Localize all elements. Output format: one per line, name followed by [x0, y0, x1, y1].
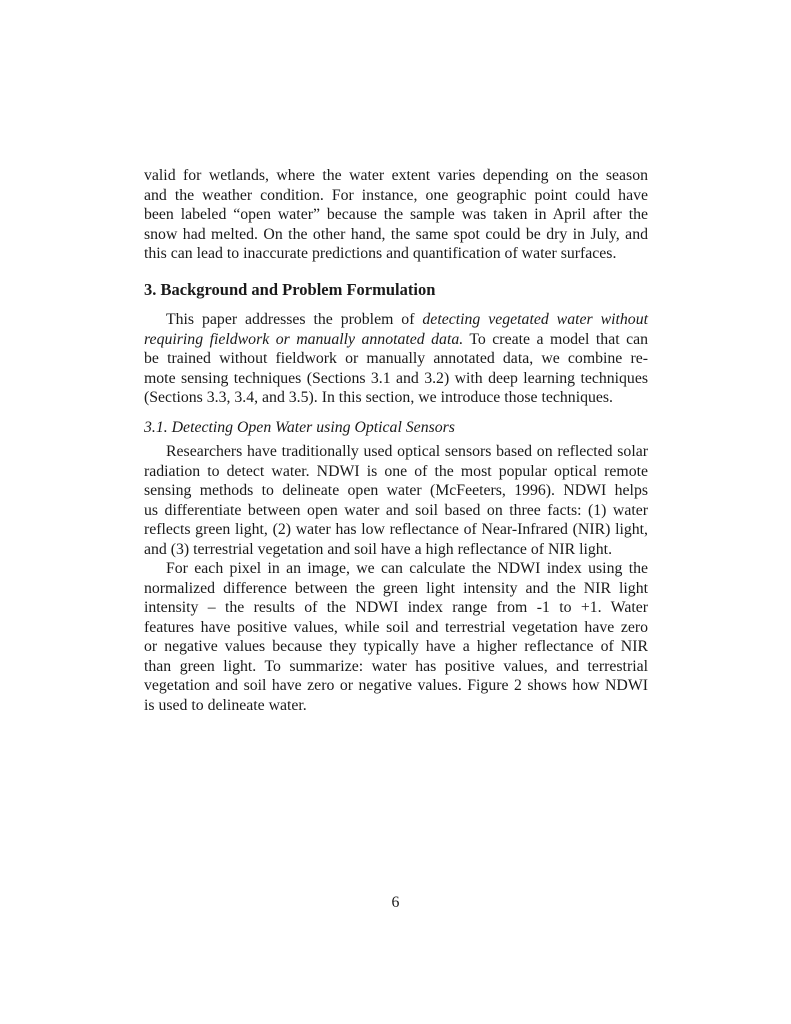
text-line: [144, 579, 648, 599]
paragraph-optical-sensors: [144, 442, 648, 559]
text-run: Researchers have traditionally used optical sensors based on reflected solar: [166, 443, 648, 460]
text-run: mote sensing techniques (Sections 3.1 and 3.2) with deep learning techniques: [144, 369, 648, 387]
text-line: [144, 657, 648, 677]
text-run: sensing methods to delineate open water (McFeeters, 1996). NDWI helps: [144, 482, 648, 499]
text-line: [144, 676, 648, 696]
emphasized-text: requiring fieldwork or manually annotated data.: [144, 330, 464, 348]
section-heading: 3. Background and Problem Formulation: [144, 280, 436, 299]
page-number: 6: [391, 894, 400, 911]
text-line: [144, 205, 648, 225]
text-run: reflects green light, (2) water has low reflectance of Near-Infrared (NIR) light,: [144, 521, 648, 538]
text-line: [144, 442, 648, 462]
text-line: [144, 618, 648, 638]
text-run: been labeled “open water” because the sample was taken in April after the: [144, 206, 648, 223]
text-line: [144, 637, 648, 657]
paragraph-wetlands: [144, 166, 648, 264]
text-run: this can lead to inaccurate predictions and quantification of water surfaces.: [144, 245, 617, 262]
text-line: [144, 559, 648, 579]
subsection-heading: 3.1. Detecting Open Water using Optical Sensors: [144, 419, 455, 436]
paragraph-ndwi: [144, 559, 648, 715]
text-run: is used to delineate water.: [144, 696, 307, 714]
text-run: than green light. To summarize: water has positive values, and terrestrial: [144, 657, 648, 675]
text-line: [144, 225, 648, 245]
text-run: snow had melted. On the other hand, the same spot could be dry in July, and: [144, 225, 648, 243]
text-line: [144, 462, 648, 482]
text-line: [144, 310, 648, 330]
text-run: or negative values because they typically have a higher reflectance of NIR: [144, 638, 648, 655]
text-line: [144, 598, 648, 618]
text-line: [144, 520, 648, 540]
text-line: [144, 481, 648, 501]
text-run: and the weather condition. For instance, one geographic point could have: [144, 186, 648, 204]
text-run: be trained without fieldwork or manually annotated data, we combine re-: [144, 350, 648, 367]
text-run: us differentiate between open water and soil based on three facts: (1) water: [144, 501, 648, 519]
paragraph-intro: [144, 310, 648, 408]
text-line: [144, 244, 648, 264]
text-run: For each pixel in an image, we can calculate the NDWI index using the: [166, 560, 648, 577]
text-line: [144, 349, 648, 369]
text-line: [144, 696, 648, 716]
text-line: [144, 540, 648, 560]
text-run: (Sections 3.3, 3.4, and 3.5). In this section, we introduce those techniques.: [144, 389, 613, 406]
text-run: radiation to detect water. NDWI is one of the most popular optical remote: [144, 462, 648, 480]
text-run: normalized difference between the green light intensity and the NIR light: [144, 579, 648, 597]
text-run: and (3) terrestrial vegetation and soil have a high reflectance of NIR light.: [144, 540, 613, 558]
text-line: [144, 186, 648, 206]
text-run: This paper addresses the problem of: [166, 311, 423, 328]
text-line: [144, 388, 648, 408]
text-run: To create a model that can: [463, 330, 648, 348]
text-line: [144, 369, 648, 389]
text-line: [144, 501, 648, 521]
text-run: intensity – the results of the NDWI index range from -1 to +1. Water: [144, 599, 648, 616]
text-run: vegetation and soil have zero or negative values. Figure 2 shows how NDWI: [144, 677, 648, 694]
emphasized-text: detecting vegetated water without: [422, 311, 648, 328]
text-run: features have positive values, while soil and terrestrial vegetation have zero: [144, 618, 648, 636]
text-run: valid for wetlands, where the water extent varies depending on the season: [144, 167, 648, 184]
text-line: [144, 166, 648, 186]
text-line: [144, 330, 648, 350]
